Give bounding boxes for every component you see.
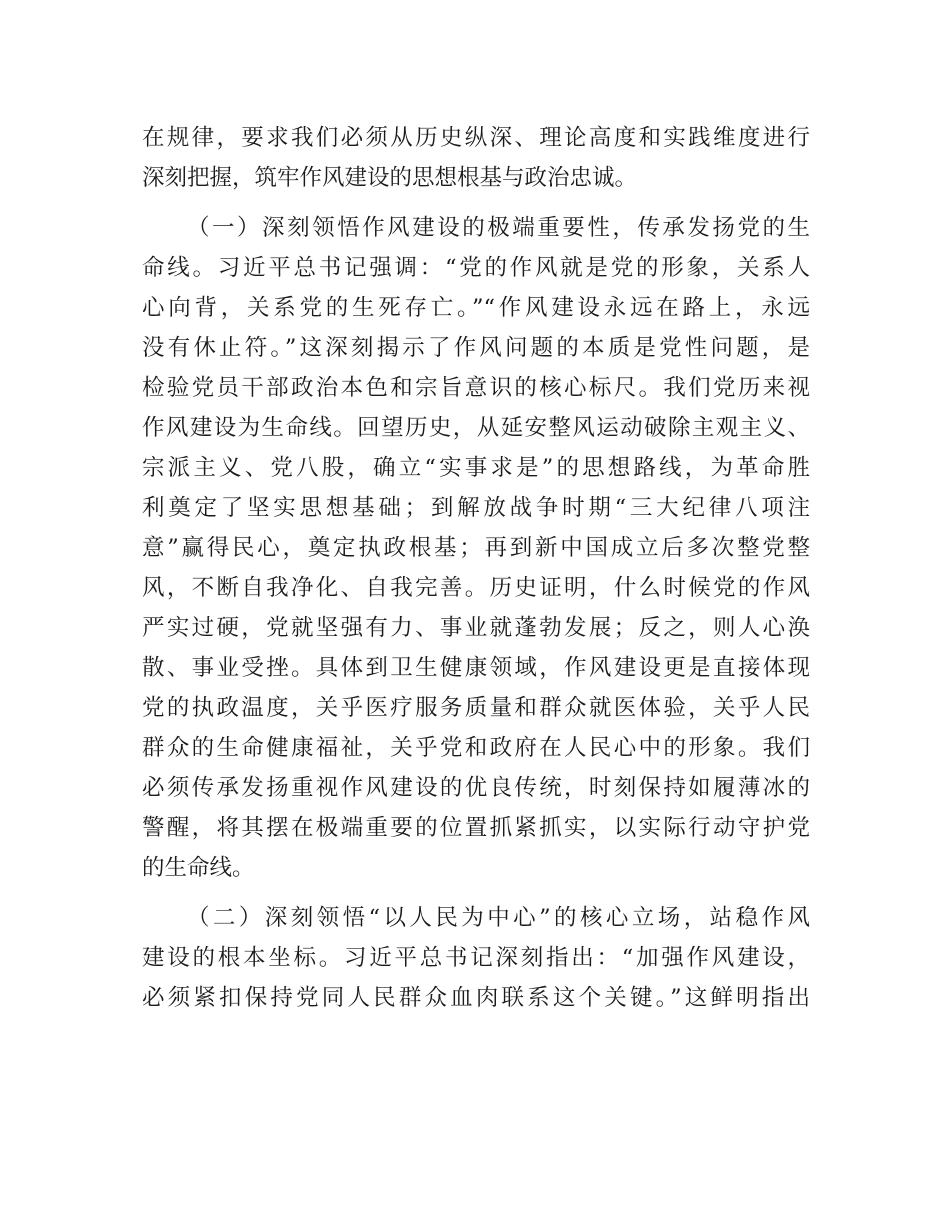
text-line: 建设的根本坐标。习近平总书记深刻指出：“加强作风建设， [142, 945, 810, 971]
text-line: 严实过硬，党就坚强有力、事业就蓬勃发展；反之，则人心涣 [142, 615, 810, 641]
paragraph-heading-line: （一）深刻领悟作风建设的极端重要性，传承发扬党的生 [187, 215, 810, 241]
text-line: 深刻把握，筑牢作风建设的思想根基与政治忠诚。 [142, 165, 638, 191]
text-line: 在规律，要求我们必须从历史纵深、理论高度和实践维度进行 [142, 125, 810, 151]
text-line: 利奠定了坚实思想基础；到解放战争时期“三大纪律八项注 [142, 495, 810, 521]
document-body [142, 118, 810, 1018]
text-line: 的生命线。 [142, 855, 255, 881]
text-line: 命线。习近平总书记强调：“党的作风就是党的形象，关系人 [142, 255, 810, 281]
text-line: 心向背，关系党的生死存亡。”“作风建设永远在路上，永远 [142, 295, 810, 321]
text-line: 党的执政温度，关乎医疗服务质量和群众就医体验，关乎人民 [142, 695, 810, 721]
text-line: 宗派主义、党八股，确立“实事求是”的思想路线，为革命胜 [142, 455, 810, 481]
text-line: 散、事业受挫。具体到卫生健康领域，作风建设更是直接体现 [142, 655, 810, 681]
paragraph-heading-line: （二）深刻领悟“以人民为中心”的核心立场，站稳作风 [187, 905, 810, 931]
paragraph-3 [142, 898, 810, 1018]
paragraph-spacer [142, 888, 810, 898]
text-line: 检验党员干部政治本色和宗旨意识的核心标尺。我们党历来视 [142, 375, 810, 401]
text-line: 意”赢得民心，奠定执政根基；再到新中国成立后多次整党整 [142, 535, 810, 561]
text-line: 作风建设为生命线。回望历史，从延安整风运动破除主观主义、 [142, 415, 810, 441]
text-line: 必须紧扣保持党同人民群众血肉联系这个关键。”这鲜明指出 [142, 985, 810, 1011]
text-line: 风，不断自我净化、自我完善。历史证明，什么时候党的作风 [142, 575, 810, 601]
paragraph-spacer [142, 198, 810, 208]
text-line: 没有休止符。”这深刻揭示了作风问题的本质是党性问题，是 [142, 335, 810, 361]
text-line: 群众的生命健康福祉，关乎党和政府在人民心中的形象。我们 [142, 735, 810, 761]
text-line: 必须传承发扬重视作风建设的优良传统，时刻保持如履薄冰的 [142, 775, 810, 801]
text-line: 警醒，将其摆在极端重要的位置抓紧抓实，以实际行动守护党 [142, 815, 810, 841]
paragraph-2 [142, 208, 810, 888]
paragraph-1 [142, 118, 810, 198]
